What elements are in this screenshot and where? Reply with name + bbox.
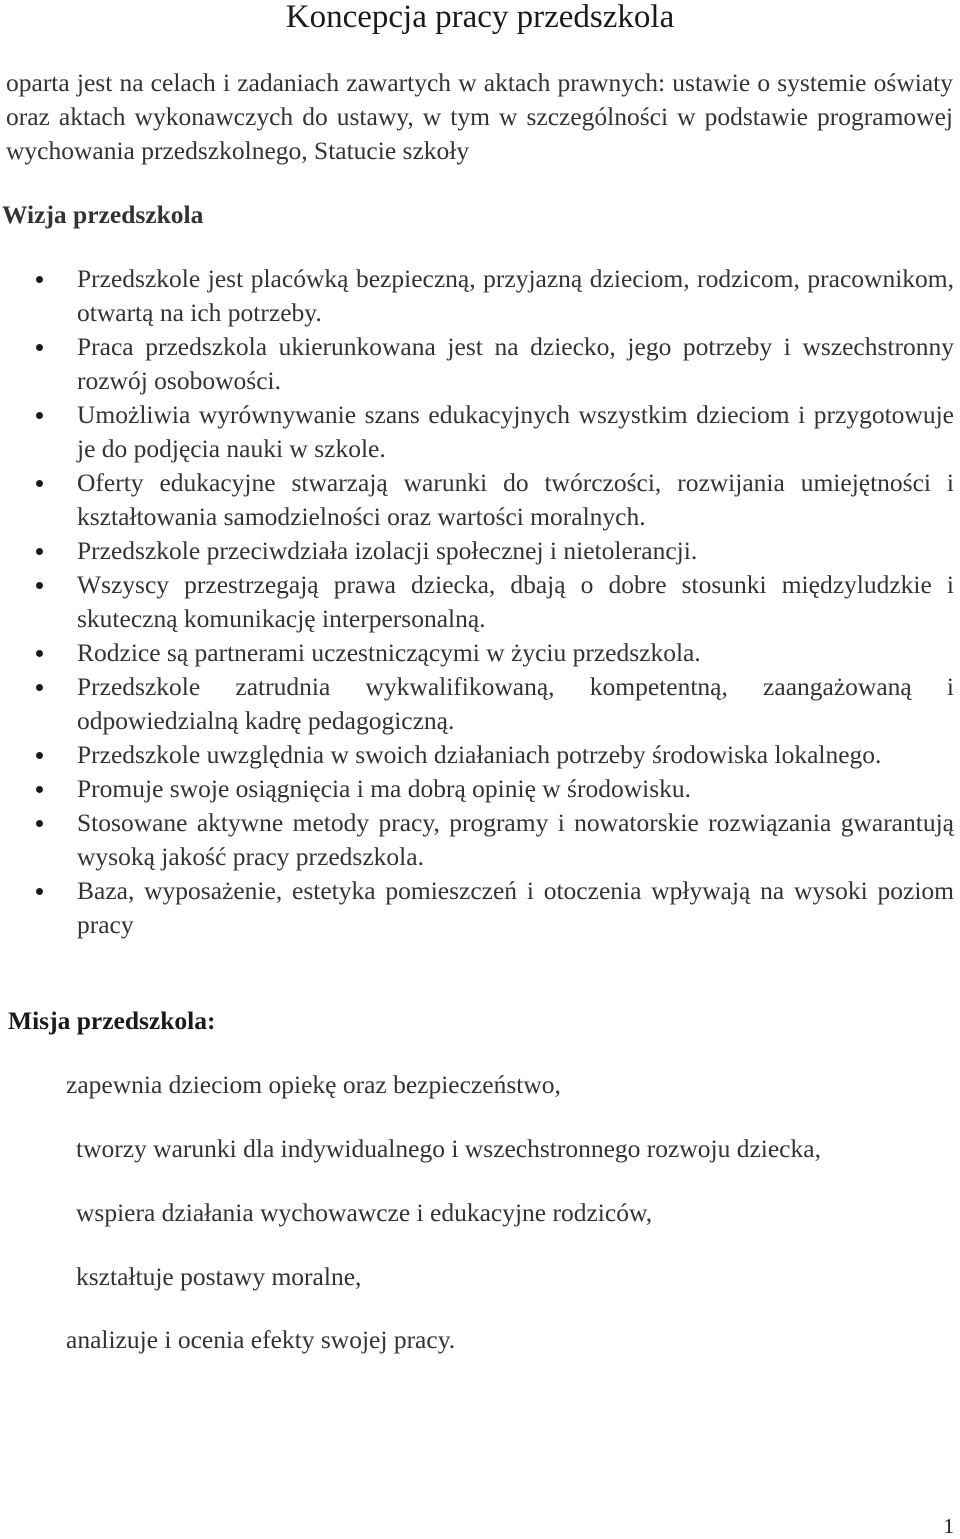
mission-line: kształtuje postawy moralne, — [76, 1262, 362, 1291]
vision-item — [0, 262, 954, 330]
bullet-icon — [36, 888, 43, 895]
mission-heading-colon: : — [207, 1006, 216, 1035]
bullet-icon — [36, 582, 43, 589]
bullet-icon — [36, 412, 43, 419]
vision-item — [0, 874, 954, 942]
mission-heading — [8, 1004, 216, 1038]
vision-item-text: Rodzice są partnerami uczestniczącymi w życiu przedszkola. — [77, 638, 701, 667]
bullet-icon — [36, 548, 43, 555]
vision-item — [0, 636, 954, 670]
vision-item — [0, 806, 954, 874]
mission-line: analizuje i ocenia efekty swojej pracy. — [66, 1325, 456, 1354]
vision-item-text: Baza, wyposażenie, estetyka pomieszczeń i otoczenia wpływają na wysoki poziom pracy — [77, 876, 954, 939]
vision-item-text: Przedszkole jest placówką bezpieczną, przyjazną dzieciom, rodzicom, pracownikom, otwartą na ich potrzeby. — [77, 264, 954, 327]
mission-heading-text: Misja przedszkola — [8, 1006, 208, 1035]
vision-item-text: Wszyscy przestrzegają prawa dziecka, dbają o dobre stosunki międzyludzkie i skuteczną komunikację interpersonalną. — [77, 570, 954, 633]
vision-item-text: Umożliwia wyrównywanie szans edukacyjnych wszystkim dzieciom i przygotowuje je do podjęcia nauki w szkole. — [77, 400, 954, 463]
vision-item — [0, 534, 954, 568]
vision-item-text: Promuje swoje osiągnięcia i ma dobrą opinię w środowisku. — [77, 774, 692, 803]
vision-item — [0, 398, 954, 466]
mission-line: wspiera działania wychowawcze i edukacyjne rodziców, — [76, 1198, 653, 1227]
bullet-icon — [36, 650, 43, 657]
intro-paragraph: oparta jest na celach i zadaniach zawartych w aktach prawnych: ustawie o systemie oświaty oraz aktach wykonawczych do ustawy, w tym w szczególności w podstawie programowej wychowania przedszkolnego, Statucie szkoły — [6, 68, 953, 165]
bullet-icon — [36, 276, 43, 283]
page-title: Koncepcja pracy przedszkola — [285, 0, 675, 35]
bullet-icon — [36, 344, 43, 351]
page-number: 1 — [943, 1514, 954, 1538]
bullet-icon — [36, 480, 43, 487]
vision-item-text: Praca przedszkola ukierunkowana jest na dziecko, jego potrzeby i wszechstronny rozwój osobowości. — [77, 332, 954, 395]
vision-item-text: Przedszkole zatrudnia wykwalifikowaną, kompetentną, zaangażowaną i odpowiedzialną kadrę pedagogiczną. — [77, 672, 954, 735]
vision-item — [0, 772, 954, 806]
mission-line: zapewnia dzieciom opiekę oraz bezpieczeństwo, — [66, 1070, 561, 1099]
vision-item — [0, 330, 954, 398]
vision-item-text: Stosowane aktywne metody pracy, programy i nowatorskie rozwiązania gwarantują wysoką jakość pracy przedszkola. — [77, 808, 954, 871]
vision-list — [0, 262, 960, 942]
vision-item — [0, 738, 954, 772]
bullet-icon — [36, 752, 43, 759]
vision-item — [0, 466, 954, 534]
bullet-icon — [36, 820, 43, 827]
vision-item — [0, 670, 954, 738]
vision-item-text: Przedszkole uwzględnia w swoich działaniach potrzeby środowiska lokalnego. — [77, 740, 882, 769]
vision-heading — [2, 198, 203, 232]
mission-line: tworzy warunki dla indywidualnego i wszechstronnego rozwoju dziecka, — [76, 1134, 821, 1163]
vision-item-text: Przedszkole przeciwdziała izolacji społecznej i nietolerancji. — [77, 536, 698, 565]
vision-heading-text: Wizja przedszkola — [2, 200, 204, 229]
vision-item — [0, 568, 954, 636]
bullet-icon — [36, 684, 43, 691]
vision-item-text: Oferty edukacyjne stwarzają warunki do twórczości, rozwijania umiejętności i kształtowania samodzielności oraz wartości moralnych. — [77, 468, 954, 531]
bullet-icon — [36, 786, 43, 793]
